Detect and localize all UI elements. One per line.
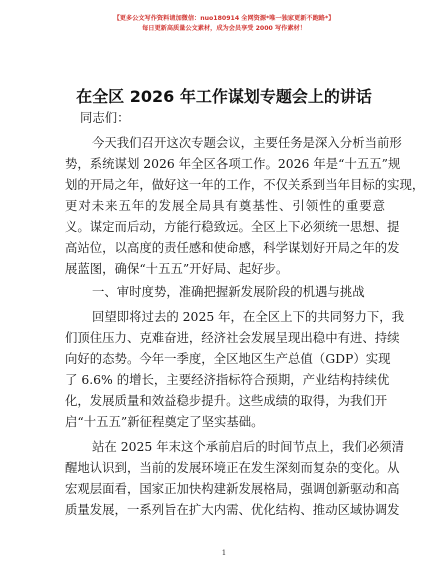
- paragraph-line: 启“十五五”新征程奠定了坚实基础。: [65, 414, 264, 429]
- paragraph-line: 化，发展质量和效益稳步提升。这些成绩的取得，为我们开: [65, 393, 388, 408]
- paragraph-line: 更对未来五年的发展全局具有奠基性、引领性的重要意: [65, 198, 385, 213]
- paragraph-line: 展蓝图，确保“十五五”开好局、起好步。: [65, 261, 289, 276]
- section-heading: 一、审时度势，准确把握新发展阶段的机遇与挑战: [92, 284, 365, 299]
- paragraph-line: 向好的态势。今年一季度，全区地区生产总值（GDP）实现: [65, 351, 391, 366]
- paragraph-line: 宏观层面看，国家正加快构建新发展格局，强调创新驱动和高: [65, 481, 400, 496]
- paragraph-line: 质量发展，一系列旨在扩大内需、优化结构、推动区域协调发: [65, 502, 400, 517]
- paragraph-line: 势，系统谋划 2026 年全区各项工作。2026 年是“十五五”规: [65, 156, 401, 171]
- promo-banner-line-2: 每日更新高质量公文素材，成为会员享受 2000 写作素材！: [142, 25, 306, 32]
- paragraph-line: 们顶住压力、克难奋进，经济社会发展呈现出稳中有进、持续: [65, 330, 400, 345]
- paragraph-line: 站在 2025 年末这个承前启后的时间节点上，我们必须清: [92, 439, 405, 454]
- document-title: 在全区 2026 年工作谋划专题会上的讲话: [76, 87, 372, 106]
- paragraph-line: 划的开局之年，做好这一年的工作，不仅关系到当年目标的实现，: [65, 177, 425, 192]
- paragraph-line: 了 6.6% 的增长，主要经济指标符合预期，产业结构持续优: [65, 372, 390, 387]
- promo-banner-line-1: 【更多公文写作资料请加微信：nuo180914 全网资源*唯一独家更新不跑路*】: [113, 15, 335, 22]
- paragraph-line: 醒地认识到，当前的发展环境正在发生深刻而复杂的变化。从: [65, 460, 400, 475]
- paragraph-line: 义。谋定而后动，方能行稳致远。全区上下必须统一思想、提: [65, 219, 400, 234]
- salutation: 同志们：: [80, 110, 130, 125]
- paragraph-line: 回望即将过去的 2025 年，在全区上下的共同努力下，我: [92, 309, 405, 324]
- page-number: 1: [221, 549, 227, 557]
- paragraph-line: 高站位，以高度的责任感和使命感，科学谋划好开局之年的发: [65, 240, 400, 255]
- paragraph-line: 今天我们召开这次专题会议，主要任务是深入分析当前形: [92, 135, 402, 150]
